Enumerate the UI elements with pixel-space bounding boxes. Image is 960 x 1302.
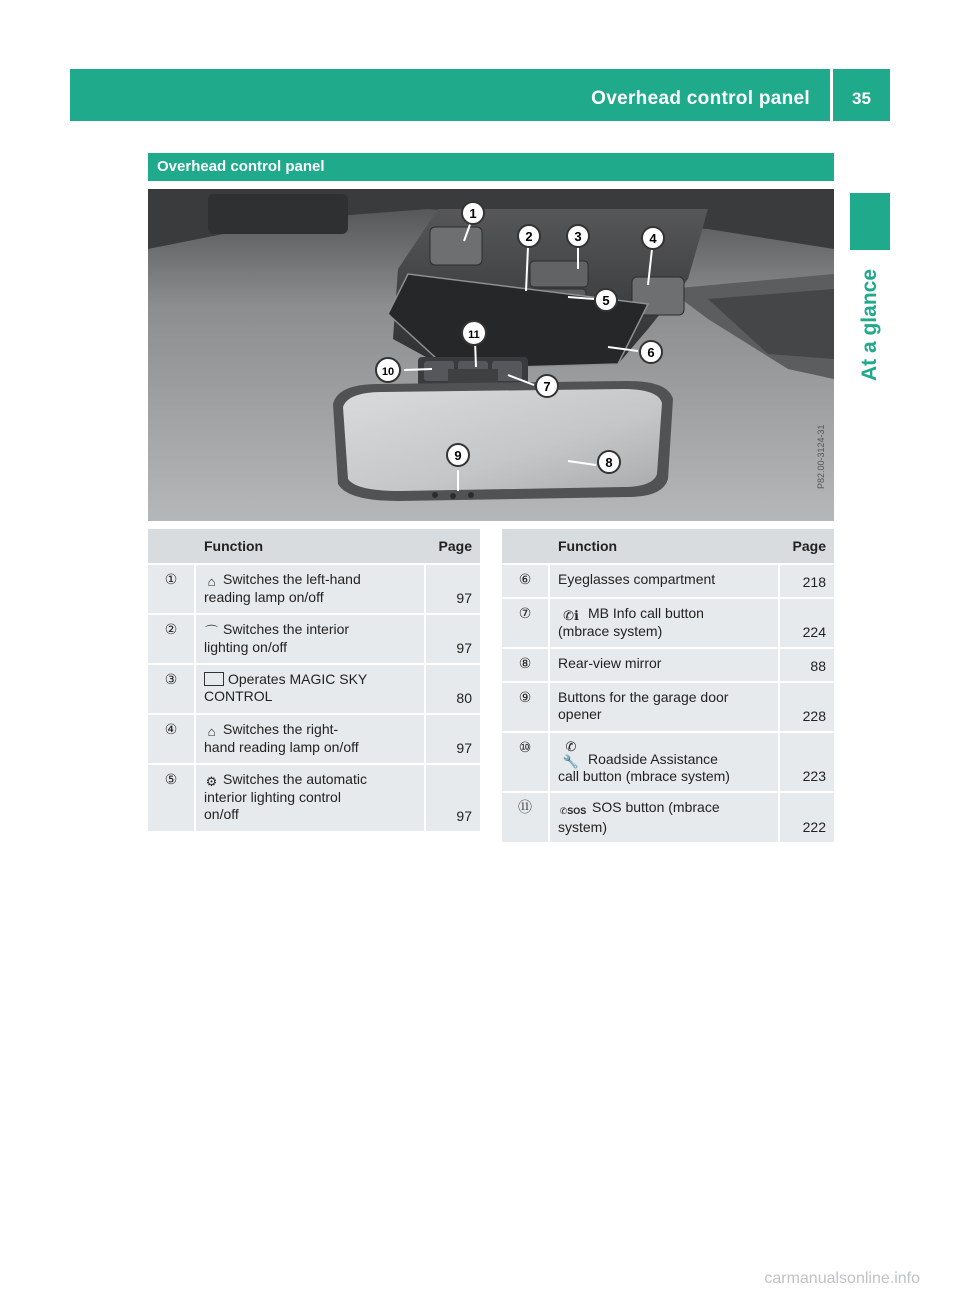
interior-lighting-icon: ⌒ (204, 624, 218, 639)
table-row (502, 793, 834, 842)
row-function: Rear-view mirror (550, 649, 780, 681)
row-page: 97 (426, 765, 480, 831)
row-function: ✆🔧 Roadside Assistance call button (mbrace system) (550, 733, 780, 791)
callout-11 (462, 321, 486, 345)
row-function: Buttons for the garage door opener (550, 683, 780, 731)
callout-8 (598, 451, 620, 473)
reading-lamp-icon: ⌂ (207, 574, 216, 589)
legend-table-right (502, 527, 834, 844)
chapter-tab (850, 193, 890, 250)
row-number: ⑨ (502, 683, 550, 731)
row-function: Operates MAGIC SKY CONTROL (196, 665, 426, 713)
callout-1 (462, 202, 484, 224)
row-page: 97 (426, 615, 480, 663)
table-row (502, 649, 834, 681)
row-number: ⑧ (502, 649, 550, 681)
row-number: ⑦ (502, 599, 550, 647)
row-function: ✆SOS SOS button (mbrace system) (550, 793, 780, 842)
col-number (148, 529, 196, 563)
watermark-text: carmanualsonline.info (764, 1270, 920, 1287)
row-number: ⑪ (502, 793, 550, 842)
row-page: 222 (780, 793, 834, 842)
svg-text:6: 6 (647, 345, 655, 360)
col-page: Page (426, 529, 480, 563)
row-function: ⌒ Switches the interior lighting on/off (196, 615, 426, 663)
svg-text:9: 9 (454, 448, 462, 463)
row-function: ⚙ Switches the automatic interior lighting control on/off (196, 765, 426, 831)
sos-icon: ✆SOS (559, 806, 587, 816)
row-page: 80 (426, 665, 480, 713)
callout-6 (640, 341, 662, 363)
row-function: ✆ℹ MB Info call button (mbrace system) (550, 599, 780, 647)
roadside-assistance-icon: ✆🔧 (562, 739, 580, 769)
row-page: 88 (780, 649, 834, 681)
callout-7 (536, 375, 558, 397)
callout-5 (595, 289, 617, 311)
row-function: ⌂ Switches the left-hand reading lamp on/off (196, 565, 426, 613)
svg-text:2: 2 (525, 229, 533, 244)
table-row (148, 615, 480, 663)
svg-text:4: 4 (649, 231, 657, 246)
chapter-label: At a glance (858, 268, 881, 382)
row-page: 228 (780, 683, 834, 731)
magic-sky-icon (204, 672, 224, 686)
page-number: 35 (852, 89, 871, 108)
callout-10 (376, 358, 400, 382)
row-function: ⌂ Switches the right- hand reading lamp on/off (196, 715, 426, 763)
row-number: ② (148, 615, 196, 663)
footer (0, 1270, 960, 1292)
callout-4 (642, 227, 664, 249)
svg-text:3: 3 (574, 229, 582, 244)
table-row (502, 599, 834, 647)
row-number: ⑩ (502, 733, 550, 791)
svg-text:1: 1 (469, 206, 477, 221)
row-number: ③ (148, 665, 196, 713)
row-number: ① (148, 565, 196, 613)
table-row (148, 715, 480, 763)
figure-code: P82.00-3124-31 (816, 424, 826, 489)
mb-info-call-icon: ✆ℹ (563, 608, 579, 623)
row-function: Eyeglasses compartment (550, 565, 780, 597)
row-page: 218 (780, 565, 834, 597)
svg-text:10: 10 (381, 366, 395, 378)
table-row (502, 683, 834, 731)
col-page: Page (780, 529, 834, 563)
callout-3 (567, 225, 589, 247)
row-number: ⑥ (502, 565, 550, 597)
reading-lamp-icon: ⌂ (207, 724, 216, 739)
section-title: Overhead control panel (148, 153, 834, 181)
auto-lighting-off-icon: ⚙ (205, 774, 218, 789)
row-page: 97 (426, 715, 480, 763)
col-number (502, 529, 550, 563)
table-row (148, 765, 480, 831)
table-row (148, 665, 480, 713)
callout-9 (447, 444, 469, 466)
overhead-panel-photo (148, 189, 834, 521)
row-page: 223 (780, 733, 834, 791)
row-number: ④ (148, 715, 196, 763)
col-function: Function (196, 529, 426, 563)
col-function: Function (550, 529, 780, 563)
svg-text:5: 5 (602, 293, 610, 308)
svg-text:8: 8 (605, 455, 613, 470)
page-header-title: Overhead control panel (591, 88, 810, 109)
table-row (502, 733, 834, 791)
table-row (502, 565, 834, 597)
legend-table-left (148, 527, 480, 833)
table-row (148, 565, 480, 613)
row-page: 97 (426, 565, 480, 613)
svg-text:7: 7 (543, 379, 551, 394)
callout-2 (518, 225, 540, 247)
svg-text:11: 11 (468, 329, 480, 341)
row-number: ⑤ (148, 765, 196, 831)
row-page: 224 (780, 599, 834, 647)
